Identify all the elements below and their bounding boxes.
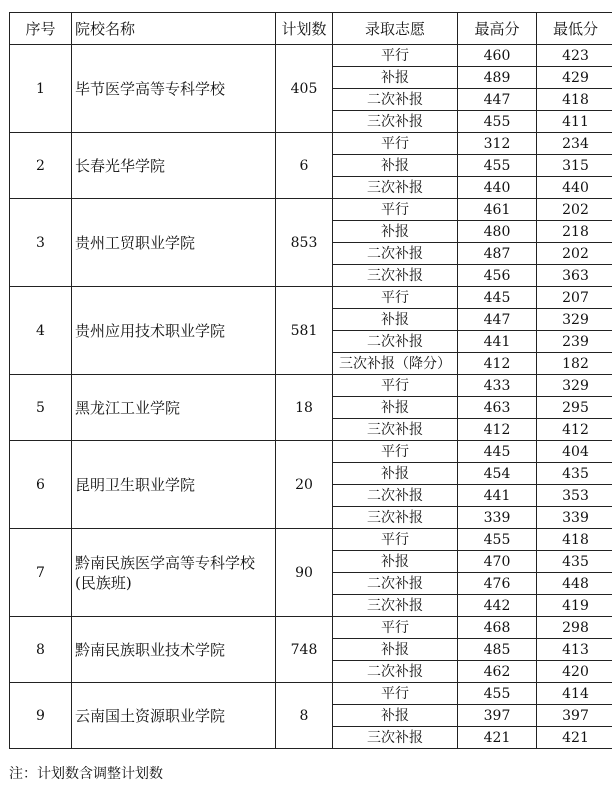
cell-seq: 9 (10, 683, 72, 749)
cell-volunteer: 三次补报 (333, 419, 458, 441)
admission-table (9, 12, 612, 749)
cell-max: 476 (458, 573, 537, 595)
cell-volunteer: 二次补报 (333, 331, 458, 353)
cell-min: 363 (537, 265, 612, 287)
cell-max: 456 (458, 265, 537, 287)
cell-seq: 4 (10, 287, 72, 375)
cell-volunteer: 二次补报 (333, 485, 458, 507)
cell-plan: 20 (276, 441, 333, 529)
cell-max: 442 (458, 595, 537, 617)
cell-volunteer: 平行 (333, 529, 458, 551)
cell-max: 485 (458, 639, 537, 661)
cell-volunteer: 三次补报（降分） (333, 353, 458, 375)
cell-seq: 5 (10, 375, 72, 441)
cell-school-name: 贵州应用技术职业学院 (72, 287, 276, 375)
cell-max: 489 (458, 67, 537, 89)
cell-min: 418 (537, 529, 612, 551)
cell-min: 397 (537, 705, 612, 727)
cell-max: 480 (458, 221, 537, 243)
cell-max: 455 (458, 111, 537, 133)
cell-min: 353 (537, 485, 612, 507)
cell-min: 218 (537, 221, 612, 243)
cell-min: 329 (537, 309, 612, 331)
cell-max: 461 (458, 199, 537, 221)
cell-min: 413 (537, 639, 612, 661)
cell-max: 441 (458, 485, 537, 507)
cell-school-name: 贵州工贸职业学院 (72, 199, 276, 287)
cell-max: 463 (458, 397, 537, 419)
cell-volunteer: 补报 (333, 551, 458, 573)
cell-volunteer: 二次补报 (333, 573, 458, 595)
cell-max: 460 (458, 45, 537, 67)
cell-seq: 7 (10, 529, 72, 617)
cell-min: 239 (537, 331, 612, 353)
cell-volunteer: 二次补报 (333, 89, 458, 111)
cell-max: 445 (458, 441, 537, 463)
cell-plan: 748 (276, 617, 333, 683)
header-plan: 计划数 (276, 13, 333, 45)
cell-volunteer: 平行 (333, 199, 458, 221)
cell-min: 298 (537, 617, 612, 639)
cell-max: 397 (458, 705, 537, 727)
cell-volunteer: 三次补报 (333, 111, 458, 133)
cell-volunteer: 平行 (333, 441, 458, 463)
cell-min: 202 (537, 199, 612, 221)
cell-volunteer: 平行 (333, 683, 458, 705)
cell-min: 411 (537, 111, 612, 133)
cell-min: 423 (537, 45, 612, 67)
cell-plan: 18 (276, 375, 333, 441)
header-max: 最高分 (458, 13, 537, 45)
cell-volunteer: 二次补报 (333, 661, 458, 683)
cell-max: 487 (458, 243, 537, 265)
cell-min: 420 (537, 661, 612, 683)
cell-min: 182 (537, 353, 612, 375)
cell-volunteer: 三次补报 (333, 177, 458, 199)
cell-volunteer: 平行 (333, 133, 458, 155)
cell-seq: 6 (10, 441, 72, 529)
cell-volunteer: 三次补报 (333, 265, 458, 287)
cell-min: 339 (537, 507, 612, 529)
cell-min: 418 (537, 89, 612, 111)
cell-max: 440 (458, 177, 537, 199)
cell-volunteer: 补报 (333, 309, 458, 331)
cell-volunteer: 平行 (333, 45, 458, 67)
footnote: 注：计划数含调整计划数 (9, 766, 163, 782)
cell-volunteer: 平行 (333, 617, 458, 639)
cell-school-name: 黔南民族医学高等专科学校(民族班) (72, 529, 276, 617)
cell-volunteer: 补报 (333, 463, 458, 485)
cell-max: 445 (458, 287, 537, 309)
cell-min: 435 (537, 551, 612, 573)
cell-seq: 3 (10, 199, 72, 287)
cell-school-name: 昆明卫生职业学院 (72, 441, 276, 529)
cell-max: 412 (458, 353, 537, 375)
cell-min: 295 (537, 397, 612, 419)
cell-volunteer: 补报 (333, 705, 458, 727)
cell-volunteer: 补报 (333, 67, 458, 89)
cell-min: 404 (537, 441, 612, 463)
cell-min: 448 (537, 573, 612, 595)
cell-min: 414 (537, 683, 612, 705)
cell-school-name: 黑龙江工业学院 (72, 375, 276, 441)
table-body (10, 45, 612, 749)
cell-volunteer: 三次补报 (333, 507, 458, 529)
table-row (10, 441, 612, 463)
cell-max: 447 (458, 89, 537, 111)
cell-school-name: 黔南民族职业技术学院 (72, 617, 276, 683)
cell-max: 470 (458, 551, 537, 573)
top-cropped-strip (330, 0, 612, 6)
cell-school-name: 云南国土资源职业学院 (72, 683, 276, 749)
cell-volunteer: 平行 (333, 287, 458, 309)
cell-plan: 853 (276, 199, 333, 287)
cell-plan: 405 (276, 45, 333, 133)
cell-max: 447 (458, 309, 537, 331)
cell-min: 207 (537, 287, 612, 309)
cell-max: 339 (458, 507, 537, 529)
cell-min: 329 (537, 375, 612, 397)
cell-plan: 6 (276, 133, 333, 199)
cell-volunteer: 二次补报 (333, 243, 458, 265)
cell-seq: 1 (10, 45, 72, 133)
cell-volunteer: 补报 (333, 397, 458, 419)
cell-min: 315 (537, 155, 612, 177)
header-volunteer: 录取志愿 (333, 13, 458, 45)
cell-plan: 8 (276, 683, 333, 749)
cell-max: 312 (458, 133, 537, 155)
table-row (10, 133, 612, 155)
cell-plan: 581 (276, 287, 333, 375)
cell-min: 412 (537, 419, 612, 441)
cell-max: 441 (458, 331, 537, 353)
cell-max: 412 (458, 419, 537, 441)
cell-volunteer: 平行 (333, 375, 458, 397)
cell-volunteer: 三次补报 (333, 727, 458, 749)
cell-volunteer: 补报 (333, 639, 458, 661)
table-row (10, 529, 612, 551)
cell-plan: 90 (276, 529, 333, 617)
table-row (10, 375, 612, 397)
cell-min: 419 (537, 595, 612, 617)
cell-school-name: 长春光华学院 (72, 133, 276, 199)
table-row (10, 287, 612, 309)
cell-seq: 2 (10, 133, 72, 199)
cell-max: 454 (458, 463, 537, 485)
cell-max: 455 (458, 155, 537, 177)
cell-seq: 8 (10, 617, 72, 683)
table-row (10, 45, 612, 67)
cell-max: 462 (458, 661, 537, 683)
cell-max: 421 (458, 727, 537, 749)
header-min: 最低分 (537, 13, 612, 45)
cell-volunteer: 补报 (333, 221, 458, 243)
cell-min: 440 (537, 177, 612, 199)
table-row (10, 683, 612, 705)
cell-max: 455 (458, 683, 537, 705)
cell-max: 468 (458, 617, 537, 639)
table-row (10, 617, 612, 639)
header-row (10, 13, 612, 45)
cell-volunteer: 补报 (333, 155, 458, 177)
header-school: 院校名称 (72, 13, 276, 45)
cell-school-name: 毕节医学高等专科学校 (72, 45, 276, 133)
cell-min: 435 (537, 463, 612, 485)
table-row (10, 199, 612, 221)
cell-max: 455 (458, 529, 537, 551)
cell-min: 234 (537, 133, 612, 155)
cell-min: 429 (537, 67, 612, 89)
cell-min: 421 (537, 727, 612, 749)
cell-volunteer: 三次补报 (333, 595, 458, 617)
header-seq: 序号 (10, 13, 72, 45)
cell-max: 433 (458, 375, 537, 397)
cell-min: 202 (537, 243, 612, 265)
